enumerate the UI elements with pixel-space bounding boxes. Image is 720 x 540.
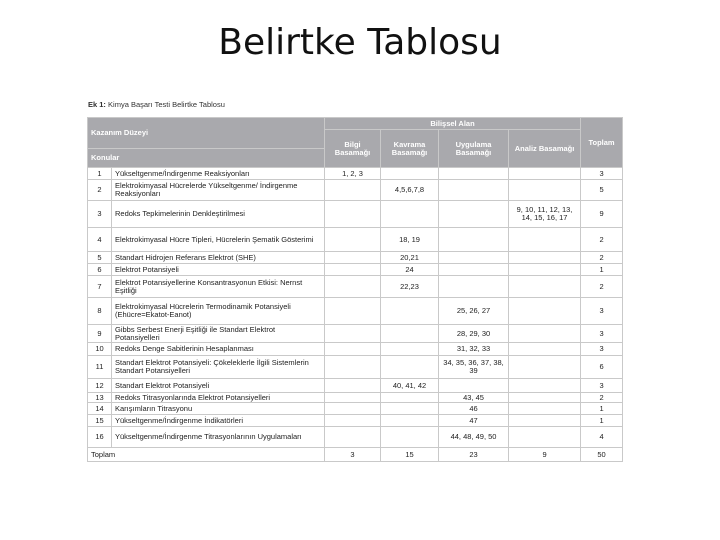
totals-analiz: 9 xyxy=(509,448,581,462)
caption-text: Kimya Başarı Testi Belirtke Tablosu xyxy=(108,100,225,109)
cell-kavrama xyxy=(381,393,439,403)
cell-topic: Redoks Denge Sabitlerinin Hesaplanması xyxy=(112,343,325,356)
cell-bilgi xyxy=(325,356,381,379)
table-body xyxy=(88,168,623,448)
cell-analiz xyxy=(509,298,581,325)
cell-kavrama xyxy=(381,403,439,415)
cell-analiz xyxy=(509,325,581,343)
cell-kavrama xyxy=(381,168,439,180)
cell-uygulama: 25, 26, 27 xyxy=(439,298,509,325)
totals-row xyxy=(88,448,623,462)
header-kazanim-label: Kazanım Düzeyi xyxy=(91,128,149,137)
header-kazanim xyxy=(88,118,325,149)
cell-toplam: 3 xyxy=(581,325,623,343)
cell-no: 4 xyxy=(88,228,112,252)
cell-toplam: 2 xyxy=(581,252,623,264)
cell-bilgi xyxy=(325,180,381,201)
table-row xyxy=(88,403,623,415)
cell-kavrama xyxy=(381,427,439,448)
cell-topic: Elektrokimyasal Hücrelerin Termodinamik Potansiyeli (Ehücre=Ekatot-Eanot) xyxy=(112,298,325,325)
cell-kavrama: 18, 19 xyxy=(381,228,439,252)
cell-no: 7 xyxy=(88,276,112,298)
cell-kavrama: 4,5,6,7,8 xyxy=(381,180,439,201)
cell-topic: Standart Hidrojen Referans Elektrot (SHE) xyxy=(112,252,325,264)
cell-no: 6 xyxy=(88,264,112,276)
cell-uygulama: 44, 48, 49, 50 xyxy=(439,427,509,448)
cell-topic: Elektrot Potansiyeli xyxy=(112,264,325,276)
cell-bilgi xyxy=(325,298,381,325)
table-row xyxy=(88,343,623,356)
cell-toplam: 1 xyxy=(581,403,623,415)
cell-toplam: 2 xyxy=(581,276,623,298)
cell-analiz xyxy=(509,276,581,298)
cell-topic: Redoks Tepkimelerinin Denkleştirilmesi xyxy=(112,201,325,228)
cell-bilgi xyxy=(325,343,381,356)
cell-analiz xyxy=(509,393,581,403)
cell-bilgi xyxy=(325,415,381,427)
cell-no: 12 xyxy=(88,379,112,393)
cell-kavrama: 40, 41, 42 xyxy=(381,379,439,393)
cell-analiz xyxy=(509,252,581,264)
cell-uygulama xyxy=(439,180,509,201)
table-row xyxy=(88,298,623,325)
cell-kavrama: 20,21 xyxy=(381,252,439,264)
header-bilissel-alan: Bilişsel Alan xyxy=(325,118,581,130)
cell-analiz xyxy=(509,264,581,276)
table-row xyxy=(88,264,623,276)
header-analiz: Analiz Basamağı xyxy=(509,130,581,168)
cell-uygulama xyxy=(439,264,509,276)
cell-no: 5 xyxy=(88,252,112,264)
table-caption xyxy=(88,100,225,109)
cell-analiz xyxy=(509,415,581,427)
cell-analiz xyxy=(509,379,581,393)
cell-toplam: 3 xyxy=(581,343,623,356)
table-row xyxy=(88,276,623,298)
cell-toplam: 2 xyxy=(581,228,623,252)
cell-toplam: 5 xyxy=(581,180,623,201)
cell-analiz xyxy=(509,168,581,180)
specification-table xyxy=(87,117,623,462)
header-kavrama: Kavrama Basamağı xyxy=(381,130,439,168)
cell-no: 1 xyxy=(88,168,112,180)
cell-toplam: 4 xyxy=(581,427,623,448)
totals-uygulama: 23 xyxy=(439,448,509,462)
totals-label: Toplam xyxy=(88,448,325,462)
cell-uygulama xyxy=(439,168,509,180)
cell-toplam: 3 xyxy=(581,379,623,393)
table-row xyxy=(88,427,623,448)
cell-no: 3 xyxy=(88,201,112,228)
cell-no: 14 xyxy=(88,403,112,415)
cell-toplam: 6 xyxy=(581,356,623,379)
cell-topic: Redoks Titrasyonlarında Elektrot Potansiyelleri xyxy=(112,393,325,403)
totals-kavrama: 15 xyxy=(381,448,439,462)
cell-uygulama: 43, 45 xyxy=(439,393,509,403)
cell-kavrama xyxy=(381,343,439,356)
cell-bilgi xyxy=(325,393,381,403)
cell-kavrama xyxy=(381,325,439,343)
cell-toplam: 3 xyxy=(581,298,623,325)
cell-bilgi xyxy=(325,379,381,393)
cell-topic: Elektrot Potansiyellerine Konsantrasyonun Etkisi: Nernst Eşitliği xyxy=(112,276,325,298)
cell-topic: Elektrokimyasal Hücrelerde Yükseltgenme/ İndirgenme Reaksiyonları xyxy=(112,180,325,201)
cell-topic: Karışımların Titrasyonu xyxy=(112,403,325,415)
cell-topic: Standart Elektrot Potansiyeli xyxy=(112,379,325,393)
cell-bilgi xyxy=(325,276,381,298)
cell-bilgi xyxy=(325,264,381,276)
cell-no: 13 xyxy=(88,393,112,403)
slide-title: Belirtke Tablosu xyxy=(218,22,502,63)
header-bilgi: Bilgi Basamağı xyxy=(325,130,381,168)
cell-topic: Yükseltgenme/İndirgenme Titrasyonlarının Uygulamaları xyxy=(112,427,325,448)
table-row xyxy=(88,393,623,403)
header-uygulama: Uygulama Basamağı xyxy=(439,130,509,168)
table-row xyxy=(88,228,623,252)
cell-toplam: 1 xyxy=(581,264,623,276)
cell-topic: Standart Elektrot Potansiyeli: Çökeleklerle İlgili Sistemlerin Standart Potansiyelleri xyxy=(112,356,325,379)
cell-analiz xyxy=(509,228,581,252)
cell-analiz: 9, 10, 11, 12, 13, 14, 15, 16, 17 xyxy=(509,201,581,228)
header-konular: Konular xyxy=(88,149,325,168)
cell-uygulama xyxy=(439,228,509,252)
cell-toplam: 9 xyxy=(581,201,623,228)
cell-uygulama: 34, 35, 36, 37, 38, 39 xyxy=(439,356,509,379)
cell-topic: Gibbs Serbest Enerji Eşitliği ile Standart Elektrot Potansiyelleri xyxy=(112,325,325,343)
table-row xyxy=(88,379,623,393)
cell-uygulama xyxy=(439,252,509,264)
totals-toplam: 50 xyxy=(581,448,623,462)
cell-analiz xyxy=(509,356,581,379)
header-toplam: Toplam xyxy=(581,118,623,168)
cell-bilgi xyxy=(325,201,381,228)
cell-no: 8 xyxy=(88,298,112,325)
cell-uygulama: 28, 29, 30 xyxy=(439,325,509,343)
cell-bilgi xyxy=(325,252,381,264)
cell-uygulama: 46 xyxy=(439,403,509,415)
cell-analiz xyxy=(509,403,581,415)
cell-bilgi xyxy=(325,228,381,252)
cell-uygulama xyxy=(439,379,509,393)
table-row xyxy=(88,415,623,427)
cell-kavrama xyxy=(381,356,439,379)
cell-topic: Elektrokimyasal Hücre Tipleri, Hücrelerin Şematik Gösterimi xyxy=(112,228,325,252)
cell-kavrama: 22,23 xyxy=(381,276,439,298)
cell-no: 2 xyxy=(88,180,112,201)
cell-no: 11 xyxy=(88,356,112,379)
table-row xyxy=(88,325,623,343)
cell-analiz xyxy=(509,180,581,201)
cell-topic: Yükseltgenme/İndirgenme Reaksiyonları xyxy=(112,168,325,180)
cell-bilgi xyxy=(325,403,381,415)
cell-no: 16 xyxy=(88,427,112,448)
cell-uygulama: 47 xyxy=(439,415,509,427)
cell-uygulama xyxy=(439,276,509,298)
cell-kavrama xyxy=(381,298,439,325)
cell-kavrama: 24 xyxy=(381,264,439,276)
cell-no: 9 xyxy=(88,325,112,343)
cell-analiz xyxy=(509,343,581,356)
cell-uygulama xyxy=(439,201,509,228)
cell-analiz xyxy=(509,427,581,448)
cell-no: 10 xyxy=(88,343,112,356)
totals-bilgi: 3 xyxy=(325,448,381,462)
table-row xyxy=(88,180,623,201)
cell-bilgi xyxy=(325,427,381,448)
caption-prefix: Ek 1: xyxy=(88,100,106,109)
table-row xyxy=(88,201,623,228)
cell-toplam: 1 xyxy=(581,415,623,427)
cell-topic: Yükseltgenme/İndirgenme İndikatörleri xyxy=(112,415,325,427)
cell-bilgi xyxy=(325,325,381,343)
table-row xyxy=(88,356,623,379)
cell-toplam: 2 xyxy=(581,393,623,403)
cell-toplam: 3 xyxy=(581,168,623,180)
cell-no: 15 xyxy=(88,415,112,427)
cell-bilgi: 1, 2, 3 xyxy=(325,168,381,180)
table-row xyxy=(88,252,623,264)
cell-uygulama: 31, 32, 33 xyxy=(439,343,509,356)
cell-kavrama xyxy=(381,201,439,228)
table-row xyxy=(88,168,623,180)
cell-kavrama xyxy=(381,415,439,427)
